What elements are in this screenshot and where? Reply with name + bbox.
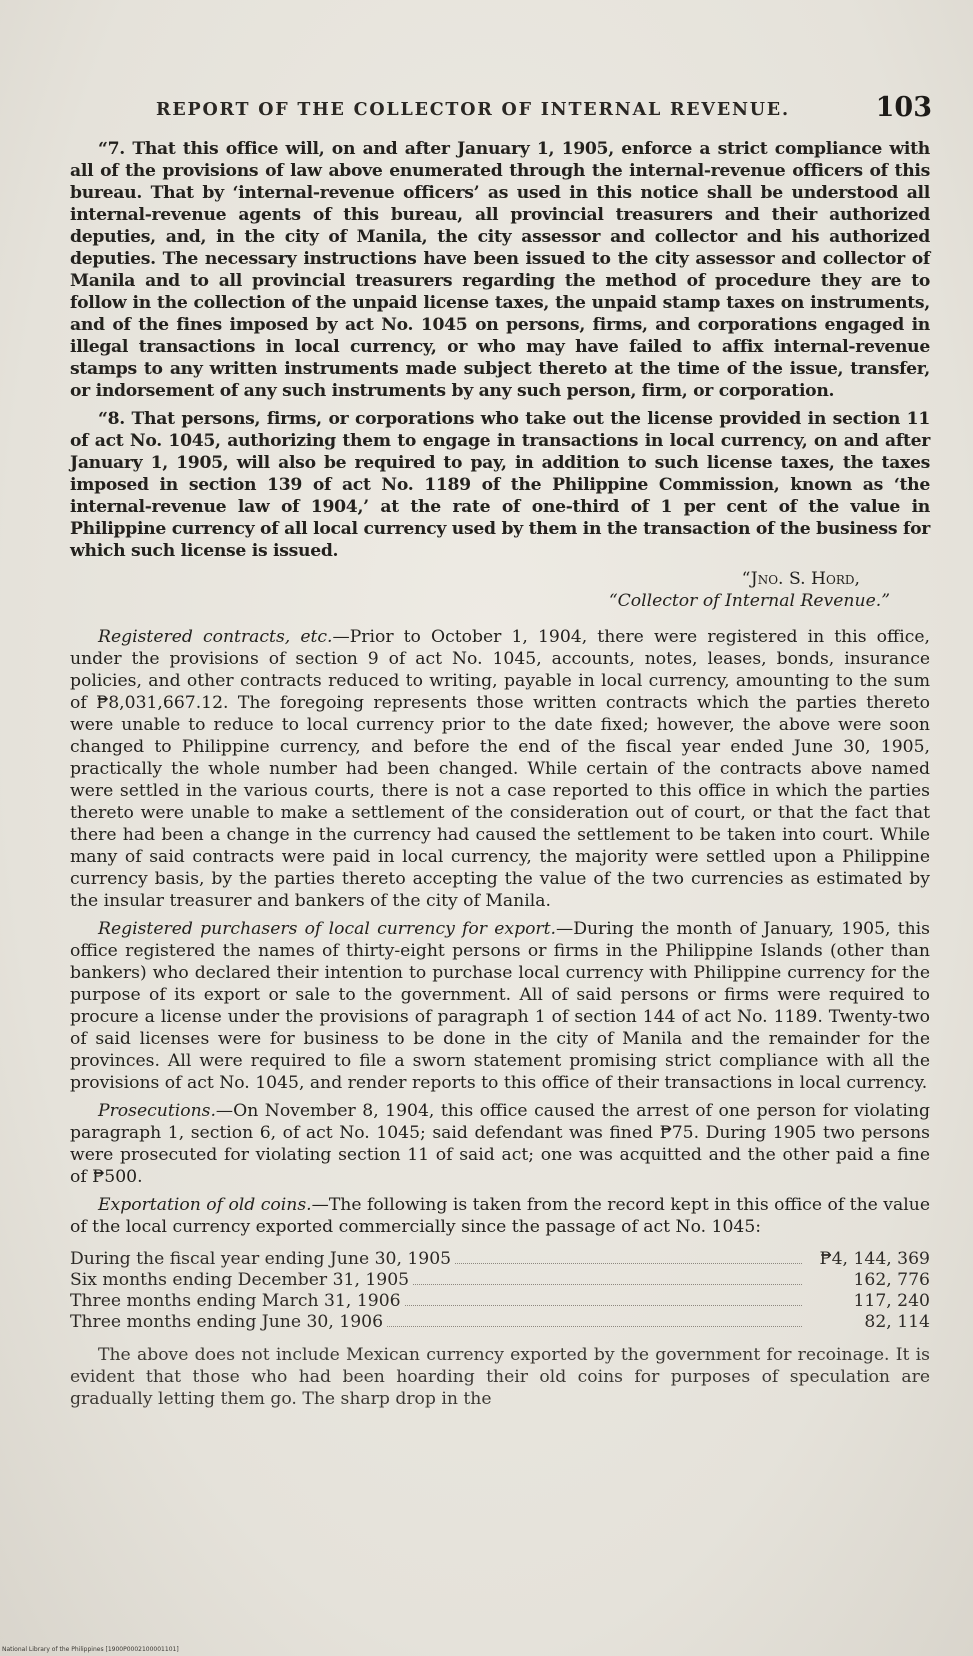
section-text-exportation: —The following is taken from the record kept in this office of the value of the local currency exported commercially since the passage of act No. 1045: — [70, 1195, 930, 1237]
paragraph-registered-purchasers — [70, 918, 930, 1094]
page-number: 103 — [875, 92, 932, 123]
section-heading-exportation: Exportation of old coins. — [98, 1195, 312, 1215]
leader-dots — [455, 1263, 802, 1264]
table-row — [70, 1248, 930, 1269]
section-heading-prosecutions: Prosecutions. — [98, 1101, 216, 1121]
signature-title: “Collector of Internal Revenue.” — [608, 591, 890, 611]
paragraph-prosecutions — [70, 1100, 930, 1188]
table-row — [70, 1311, 930, 1332]
export-period: Six months ending December 31, 1905 — [70, 1270, 410, 1290]
section-text-prosecutions: —On November 8, 1904, this office caused the arrest of one person for violating paragraph 1, section 6, of act No. 1045; said defendant was fined ₱75. During 1905 two persons were prosecuted for violating section 11 of said act; one was acquitted and the other paid a fine of ₱500. — [70, 1101, 930, 1187]
export-period: Three months ending June 30, 1906 — [70, 1312, 384, 1332]
table-row — [70, 1269, 930, 1290]
table-row — [70, 1290, 930, 1311]
export-value: 82, 114 — [864, 1312, 930, 1332]
exports-table — [70, 1248, 930, 1332]
page-header — [150, 92, 932, 132]
section-heading-registered-purchasers: Registered purchasers of local currency for export. — [98, 919, 557, 939]
export-period: During the fiscal year ending June 30, 1905 — [70, 1249, 452, 1269]
leader-dots — [405, 1305, 802, 1306]
export-value: 117, 240 — [853, 1291, 930, 1311]
paragraph-registered-contracts — [70, 626, 930, 912]
paragraph-notice-8: “8. That persons, firms, or corporations who take out the license provided in section 11 of act No. 1045, authorizing them to engage in transactions in local currency, on and after January 1, 1905, will also be required to pay, in addition to such license taxes, the taxes imposed in section 139 of act No. 1189 of the Philippine Commission, known as ‘the internal-revenue law of 1904,’ at the rate of one-third of 1 per cent of the value in Philippine currency of all local currency used by them in the transaction of the business for which such license is issued. — [70, 409, 930, 561]
paragraph-closing: The above does not include Mexican currency exported by the government for recoinage. It is evident that those who had been hoarding their old coins for purposes of speculation are gradually letting them go. The sharp drop in the — [70, 1345, 930, 1409]
scan-credit: National Library of the Philippines [1900P0002100001101] — [2, 1646, 179, 1653]
paragraph-exportation — [70, 1194, 930, 1238]
section-text-registered-contracts: —Prior to October 1, 1904, there were registered in this office, under the provisions of section 9 of act No. 1045, accounts, notes, leases, bonds, insurance policies, and other contracts reduced to writing, payable in local currency, amounting to the sum of ₱8,031,667.12. The foregoing represents those written contracts which the parties thereto were unable to reduce to local currency prior to the date fixed; however, the above were soon changed to Philippine currency, and before the end of the fiscal year ended June 30, 1905, practically the whole number had been changed. While certain of the contracts above named were settled in the various courts, there is not a case reported to this office in which the parties thereto were unable to make a settlement of the consideration out of court, or that the fact that there had been a change in the currency had caused the settlement to be taken into court. While many of said contracts were paid in local currency, the majority were settled upon a Philippine currency basis, by the parties thereto accepting the value of the two currencies as estimated by the insular treasurer and bankers of the city of Manila. — [70, 627, 930, 911]
export-value: ₱4, 144, 369 — [819, 1249, 930, 1269]
signature-block — [70, 568, 930, 612]
leader-dots — [387, 1326, 802, 1327]
paragraph-notice-7: “7. That this office will, on and after January 1, 1905, enforce a strict compliance with all of the provisions of law above enumerated through the internal-revenue officers of this bureau. That by ‘internal-revenue officers’ as used in this notice shall be understood all internal-revenue agents of this bureau, all provincial treasurers and their authorized deputies, and, in the city of Manila, the city assessor and collector and his authorized deputies. The necessary instructions have been issued to the city assessor and collector of Manila and to all provincial treasurers regarding the method of procedure they are to follow in the collection of the unpaid license taxes, the unpaid stamp taxes on instruments, and of the fines imposed by act No. 1045 on persons, firms, and corporations engaged in illegal transactions in local currency, or who may have failed to affix internal-revenue stamps to any written instruments made subject thereto at the time of the issue, transfer, or indorsement of any such instruments by any such person, firm, or corporation. — [70, 139, 930, 401]
page-body — [70, 138, 930, 1416]
export-period: Three months ending March 31, 1906 — [70, 1291, 401, 1311]
section-text-registered-purchasers: —During the month of January, 1905, this office registered the names of thirty-eight persons or firms in the Philippine Islands (other than bankers) who declared their intention to purchase local currency with Philippine currency for the purpose of its export or sale to the government. All of said persons or firms were required to procure a license under the provisions of paragraph 1 of section 144 of act No. 1189. Twenty-two of said licenses were for business to be done in the city of Manila and the remainder for the provinces. All were required to file a sworn statement promising strict compliance with all the provisions of act No. 1045, and render reports to this office of their transactions in local currency. — [70, 919, 931, 1093]
section-heading-registered-contracts: Registered contracts, etc. — [98, 627, 333, 647]
signature-name: “Jno. S. Hord, — [741, 569, 860, 589]
running-head: REPORT OF THE COLLECTOR OF INTERNAL REVENUE. — [156, 100, 790, 120]
leader-dots — [413, 1284, 802, 1285]
export-value: 162, 776 — [853, 1270, 930, 1290]
